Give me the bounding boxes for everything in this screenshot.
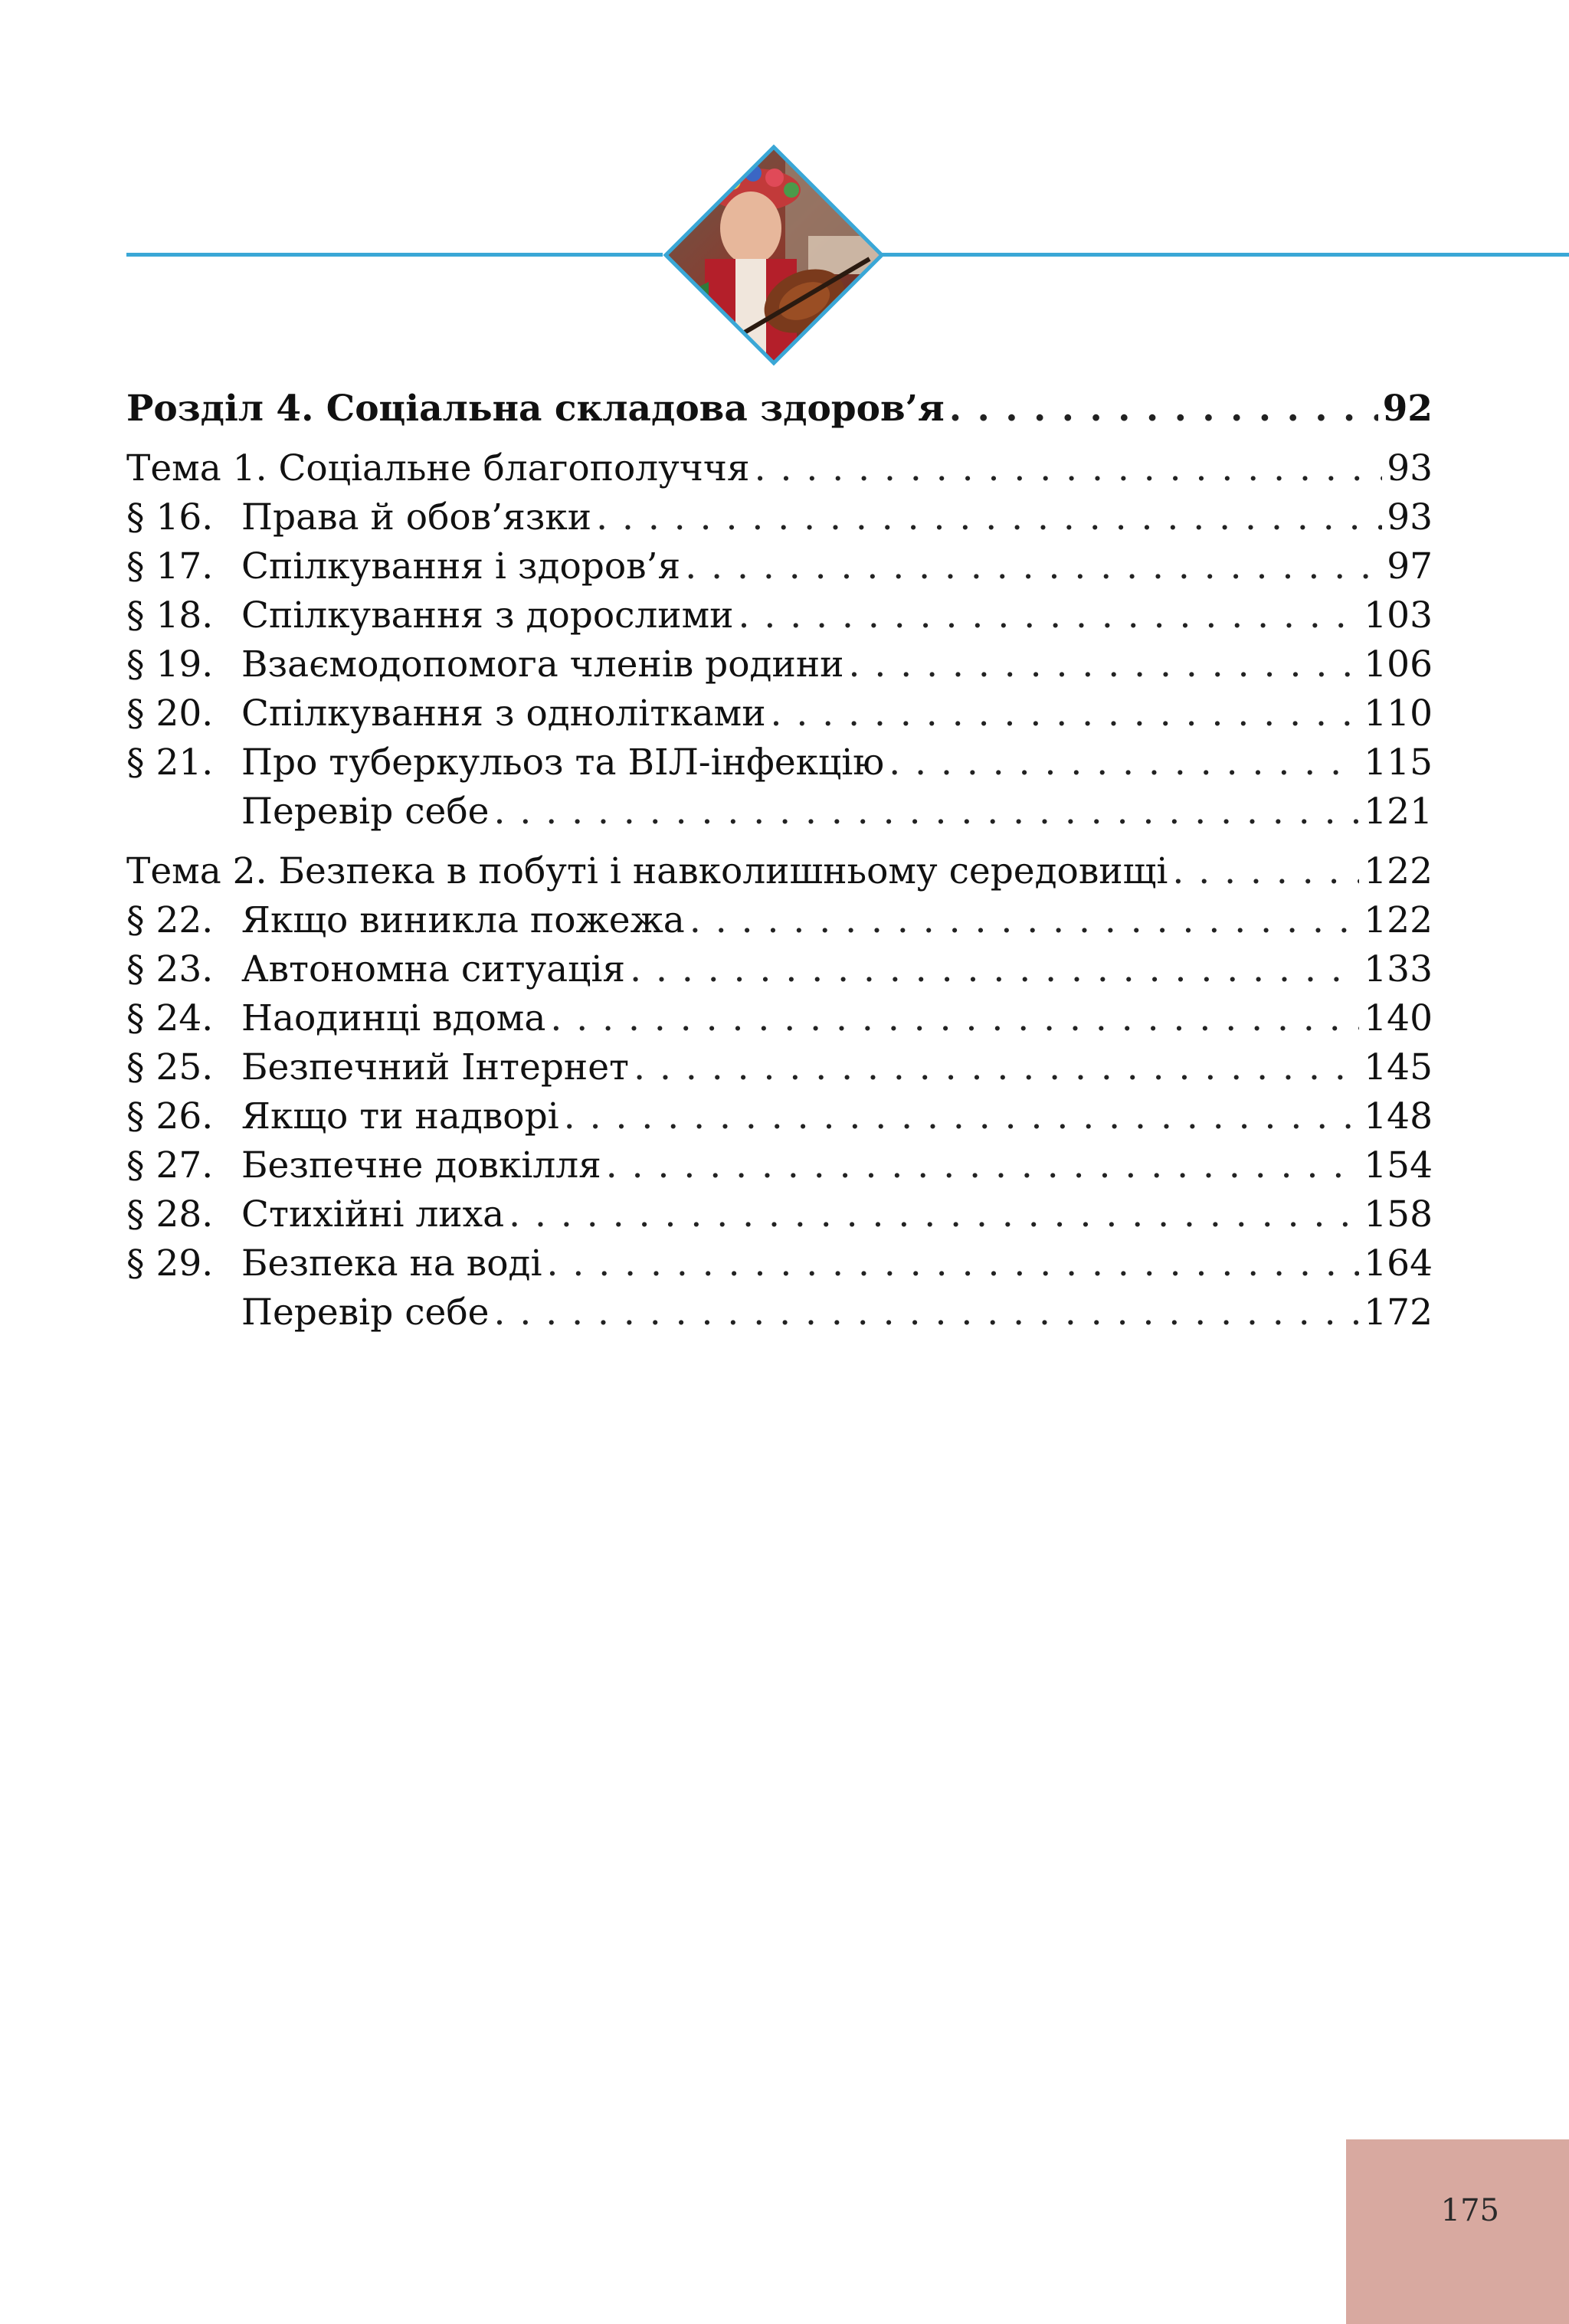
entry-page: 164: [1364, 1242, 1433, 1285]
leader-dots: [889, 738, 1359, 787]
entry-title: Якщо ти надворі: [241, 1095, 559, 1137]
header-rule-left: [126, 253, 663, 257]
entry-title: Права й обов’язки: [241, 496, 592, 538]
entry-title: Перевір себе: [241, 1291, 490, 1334]
paragraph-number: § 24.: [126, 997, 214, 1039]
paragraph-number: § 21.: [126, 741, 214, 784]
entry-title: Спілкування з дорослими: [241, 594, 734, 637]
toc-entry[interactable]: [126, 896, 1433, 945]
toc-entry[interactable]: [126, 542, 1433, 591]
entry-title: Безпека на воді: [241, 1242, 542, 1285]
entry-title: Перевір себе: [241, 790, 490, 833]
girl-playing-violin-illustration: [663, 144, 885, 366]
toc-entry[interactable]: [126, 945, 1433, 994]
toc-entry[interactable]: [126, 994, 1433, 1043]
header-rule-right: [881, 253, 1569, 257]
entry-page: 154: [1364, 1144, 1433, 1187]
toc-entry[interactable]: [126, 493, 1433, 542]
toc-entry[interactable]: [126, 1092, 1433, 1141]
paragraph-number: § 19.: [126, 643, 214, 686]
entry-page: 97: [1387, 545, 1433, 588]
paragraph-number: § 26.: [126, 1095, 214, 1137]
toc-entry[interactable]: [126, 738, 1433, 787]
toc-entry-self-check[interactable]: [126, 787, 1433, 836]
entry-page: 115: [1364, 741, 1433, 784]
paragraph-number: § 28.: [126, 1193, 214, 1236]
section-title: Розділ 4. Соціальна складова здоров’я: [126, 388, 945, 430]
entry-page: 133: [1364, 948, 1433, 990]
entry-page: 140: [1364, 997, 1433, 1039]
section-page: 92: [1382, 388, 1433, 430]
table-of-contents: [126, 385, 1433, 1337]
toc-entry[interactable]: [126, 1190, 1433, 1239]
leader-dots: [630, 945, 1359, 994]
page-number-box: [1346, 2139, 1569, 2324]
header-diamond-photo: [663, 144, 885, 366]
toc-entry[interactable]: [126, 1239, 1433, 1288]
toc-entry[interactable]: [126, 591, 1433, 640]
toc-theme-2[interactable]: [126, 847, 1433, 896]
entry-title: Стихійні лиха: [241, 1193, 505, 1236]
leader-dots: [564, 1092, 1360, 1141]
entry-page: 122: [1364, 899, 1433, 941]
leader-dots: [755, 444, 1383, 493]
entry-title: Про туберкульоз та ВІЛ-інфекцію: [241, 741, 885, 784]
entry-page: 93: [1387, 496, 1433, 538]
theme-title: Тема 2. Безпека в побуті і навколишньому середовищі: [126, 850, 1168, 892]
paragraph-number: § 29.: [126, 1242, 214, 1285]
entry-title: Безпечний Інтернет: [241, 1046, 630, 1088]
theme-page: 93: [1387, 447, 1433, 489]
entry-title: Наодинці вдома: [241, 997, 546, 1039]
toc-section-heading[interactable]: [126, 385, 1433, 434]
paragraph-number: § 27.: [126, 1144, 214, 1187]
toc-entry[interactable]: [126, 640, 1433, 689]
leader-dots: [949, 385, 1378, 434]
leader-dots: [690, 896, 1359, 945]
paragraph-number: § 25.: [126, 1046, 214, 1088]
entry-page: 158: [1364, 1193, 1433, 1236]
leader-dots: [596, 493, 1382, 542]
paragraph-number: § 22.: [126, 899, 214, 941]
entry-title: Спілкування і здоров’я: [241, 545, 681, 588]
paragraph-number: § 18.: [126, 594, 214, 637]
leader-dots: [493, 1288, 1359, 1337]
leader-dots: [1172, 847, 1359, 896]
theme-page: 122: [1364, 850, 1433, 892]
entry-title: Автономна ситуація: [241, 948, 626, 990]
toc-theme-1[interactable]: [126, 444, 1433, 493]
leader-dots: [771, 689, 1360, 738]
leader-dots: [634, 1043, 1359, 1092]
entry-page: 103: [1364, 594, 1433, 637]
theme-title: Тема 1. Соціальне благополуччя: [126, 447, 750, 489]
entry-page: 145: [1364, 1046, 1433, 1088]
leader-dots: [546, 1239, 1359, 1288]
entry-title: Якщо виникла пожежа: [241, 899, 685, 941]
leader-dots: [493, 787, 1359, 836]
page-number: 175: [1440, 2193, 1499, 2228]
leader-dots: [848, 640, 1359, 689]
leader-dots: [509, 1190, 1359, 1239]
entry-title: Взаємодопомога членів родини: [241, 643, 844, 686]
entry-title: Безпечне довкілля: [241, 1144, 601, 1187]
entry-page: 106: [1364, 643, 1433, 686]
leader-dots: [739, 591, 1360, 640]
paragraph-number: § 23.: [126, 948, 214, 990]
entry-title: Спілкування з однолітками: [241, 692, 766, 735]
entry-page: 110: [1364, 692, 1433, 735]
paragraph-number: § 16.: [126, 496, 214, 538]
leader-dots: [550, 994, 1359, 1043]
entry-page: 148: [1364, 1095, 1433, 1137]
toc-entry-self-check[interactable]: [126, 1288, 1433, 1337]
leader-dots: [606, 1141, 1360, 1190]
toc-entry[interactable]: [126, 1043, 1433, 1092]
entry-page: 121: [1364, 790, 1433, 833]
paragraph-number: § 17.: [126, 545, 214, 588]
leader-dots: [685, 542, 1382, 591]
toc-entry[interactable]: [126, 689, 1433, 738]
toc-entry[interactable]: [126, 1141, 1433, 1190]
paragraph-number: § 20.: [126, 692, 214, 735]
entry-page: 172: [1364, 1291, 1433, 1334]
